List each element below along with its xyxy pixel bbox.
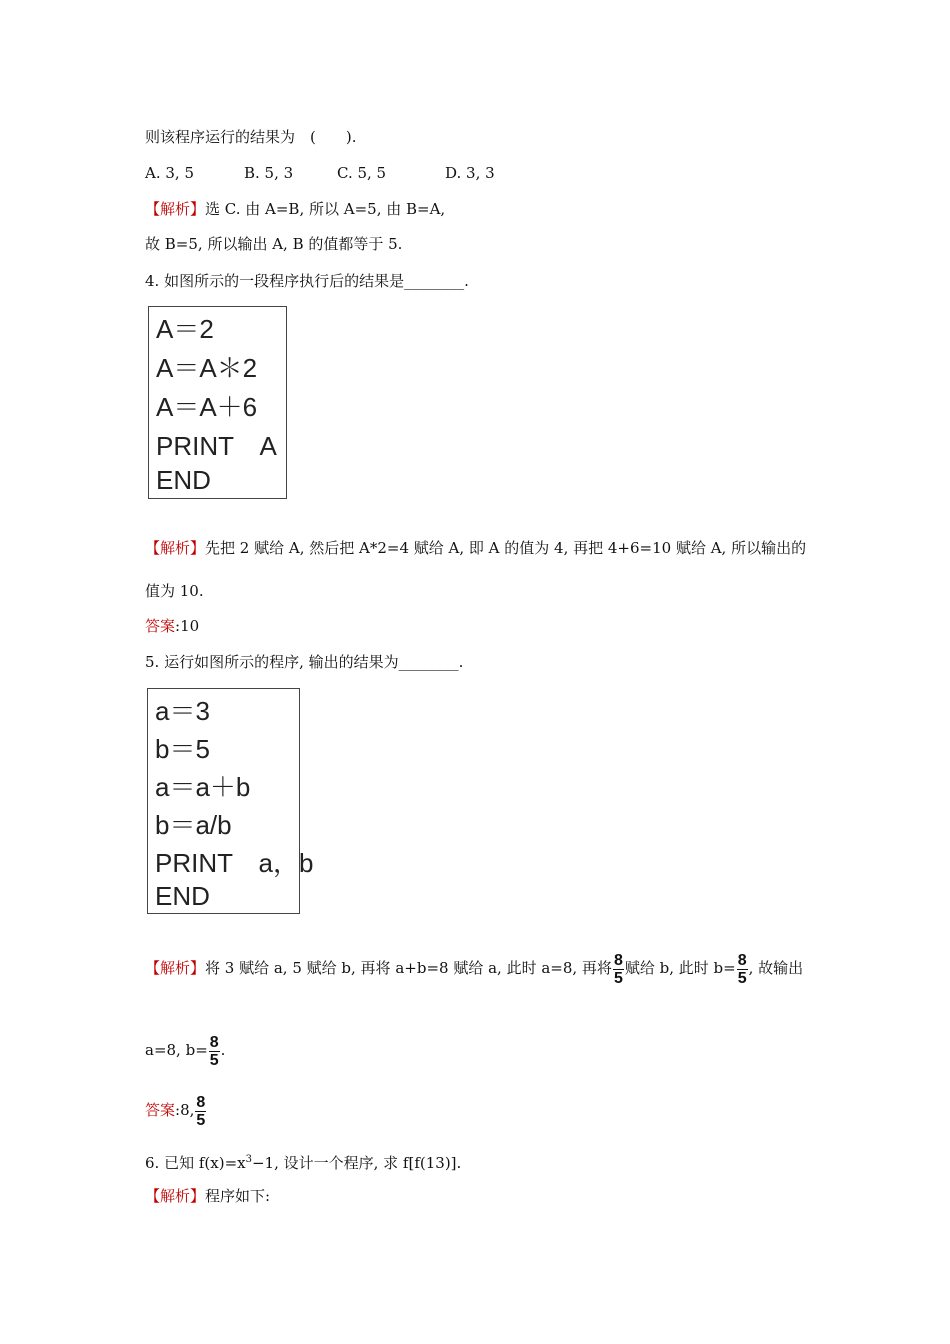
- q5-analysis: [145, 948, 803, 988]
- fraction-denominator: 5: [209, 1051, 219, 1069]
- analysis-text: .: [220, 1041, 226, 1059]
- exponent: 3: [245, 1154, 252, 1165]
- analysis-text: 程序如下:: [205, 1187, 271, 1205]
- q5-stem: 5. 运行如图所示的程序, 输出的结果为________.: [145, 653, 464, 671]
- q3-stem: 则该程序运行的结果为 ( ).: [145, 128, 357, 146]
- analysis-tag: 【解析】: [145, 1187, 206, 1205]
- fraction-denominator: 5: [196, 1111, 206, 1129]
- analysis-text: 选 C. 由 A=B, 所以 A=5, 由 B=A,: [205, 200, 446, 218]
- analysis-text: a=8, b=: [145, 1041, 208, 1059]
- fraction-numerator: 8: [196, 1093, 206, 1111]
- analysis-text: 先把 2 赋给 A, 然后把 A*2=4 赋给 A, 即 A 的值为 4, 再把 4+6=10 赋给 A, 所以输出的: [205, 539, 807, 557]
- fraction-denominator: 5: [737, 969, 747, 987]
- code-line: PRINT a，b: [155, 848, 314, 878]
- q4-stem: 4. 如图所示的一段程序执行后的结果是________.: [145, 272, 469, 290]
- q6-analysis: [145, 1185, 270, 1207]
- q5-analysis-line2: [145, 1030, 225, 1070]
- analysis-text: , 故输出: [748, 959, 804, 977]
- code-line: PRINT A: [156, 431, 277, 461]
- fraction-numerator: 8: [737, 951, 747, 969]
- analysis-tag: 【解析】: [145, 539, 206, 557]
- q3-option-d: D. 3, 3: [445, 164, 495, 182]
- code-line: a＝a＋b: [155, 772, 251, 802]
- code-line: END: [155, 881, 210, 911]
- q4-analysis-line2: 值为 10.: [145, 582, 204, 600]
- fraction-8-5: [209, 1034, 220, 1069]
- fraction-8-5: [613, 952, 624, 987]
- code-line: a＝3: [155, 696, 210, 726]
- answer-label: 答案: [145, 617, 176, 635]
- fraction-denominator: 5: [613, 969, 623, 987]
- q4-answer: [145, 615, 199, 637]
- q3-option-b: B. 5, 3: [244, 164, 294, 182]
- q4-code-box: [148, 306, 287, 499]
- fraction-numerator: 8: [613, 951, 623, 969]
- analysis-text: 赋给 b, 此时 b=: [624, 959, 736, 977]
- q3-analysis-line2: 故 B=5, 所以输出 A, B 的值都等于 5.: [145, 235, 403, 253]
- code-line: A＝A＊2: [156, 353, 258, 383]
- q6-stem: [145, 1149, 461, 1174]
- q5-code-box: [147, 688, 314, 914]
- analysis-tag: 【解析】: [145, 959, 206, 977]
- fraction-8-5: [195, 1094, 206, 1129]
- answer-value: :10: [175, 617, 200, 635]
- analysis-text: 将 3 赋给 a, 5 赋给 b, 再将 a+b=8 赋给 a, 此时 a=8, 再将: [205, 959, 612, 977]
- code-line: A＝A＋6: [156, 392, 258, 422]
- answer-label: 答案: [145, 1101, 176, 1119]
- code-line: END: [156, 465, 211, 495]
- code-line: b＝5: [155, 734, 210, 764]
- analysis-tag: 【解析】: [145, 200, 206, 218]
- stem-text: 6. 已知 f(x)=x: [145, 1154, 246, 1172]
- q4-analysis: [145, 537, 806, 559]
- q5-answer: [145, 1090, 207, 1130]
- q3-option-a: A. 3, 5: [145, 164, 194, 182]
- q3-analysis: [145, 198, 445, 220]
- answer-value: :8,: [175, 1101, 195, 1119]
- code-line: A＝2: [156, 314, 214, 344]
- fraction-numerator: 8: [209, 1033, 219, 1051]
- q3-option-c: C. 5, 5: [337, 164, 387, 182]
- code-line: b＝a/b: [155, 810, 232, 840]
- fraction-8-5: [737, 952, 748, 987]
- stem-text: −1, 设计一个程序, 求 f[f(13)].: [251, 1154, 462, 1172]
